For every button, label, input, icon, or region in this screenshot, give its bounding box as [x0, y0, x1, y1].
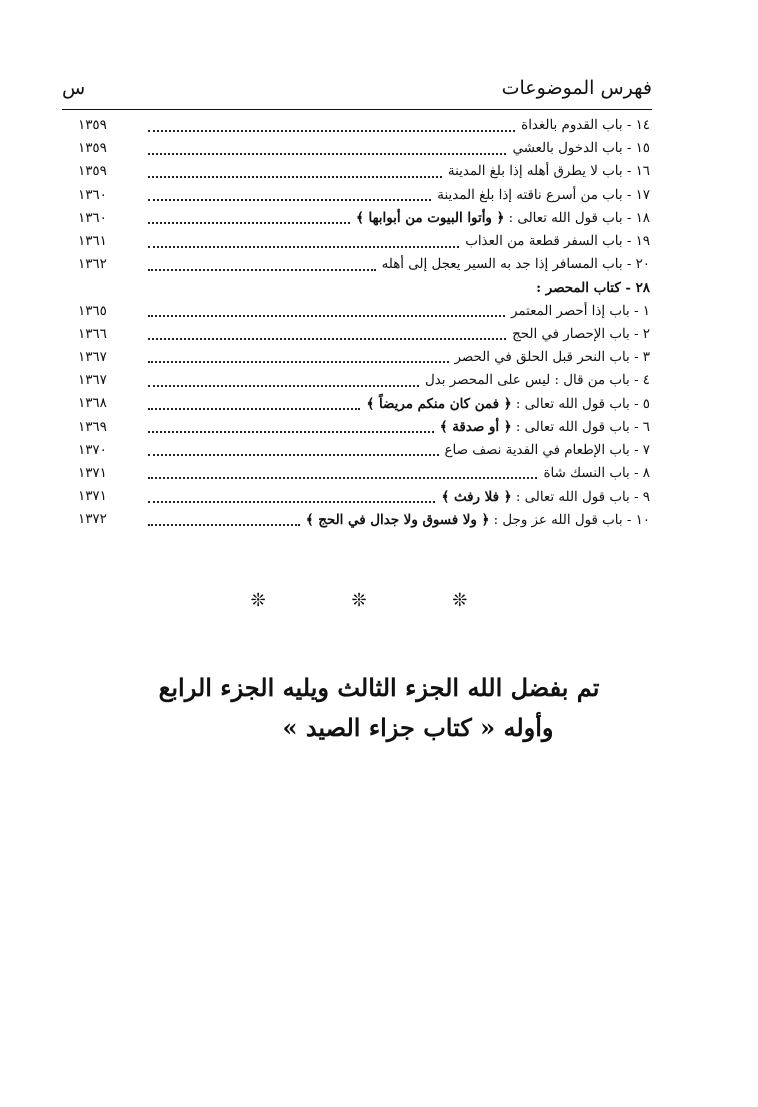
entry-label: ١٤ - باب القدوم بالغداة: [521, 118, 650, 134]
entry-label: ٤ - باب من قال : ليس على المحصر بدل: [425, 373, 650, 389]
dot-leader: [148, 153, 506, 155]
dot-leader: [148, 385, 419, 387]
colophon: [0, 668, 758, 748]
toc-entry-title: [459, 234, 650, 249]
table-of-contents: [78, 114, 650, 531]
entry-label: ٨ - باب النسك شاة: [543, 465, 650, 481]
toc-entry-title: [439, 443, 651, 458]
toc-page-number: ١٣٧١: [78, 489, 107, 505]
toc-entry-title: [350, 210, 650, 226]
toc-entry-title: [449, 350, 650, 365]
entry-label: ١٩ - باب السفر قطعة من العذاب: [465, 234, 650, 250]
toc-entry-title: [435, 489, 650, 505]
dot-leader: [148, 454, 439, 456]
toc-page-number: ١٣٦٩: [78, 419, 107, 435]
toc-entry: [78, 230, 650, 253]
dot-leader: [148, 176, 442, 178]
running-title: فهرس الموضوعات: [501, 77, 652, 99]
toc-section-heading: [78, 276, 650, 299]
toc-entry: [78, 253, 650, 276]
entry-label: ١٥ - باب الدخول بالعشي: [512, 141, 650, 157]
dot-leader: [148, 408, 360, 410]
toc-entry: [78, 462, 650, 485]
toc-entry-title: [506, 327, 650, 342]
toc-entry: [78, 508, 650, 531]
dot-leader: [148, 246, 459, 248]
toc-page-number: ١٣٦١: [78, 234, 107, 250]
toc-page-number: ١٣٦٨: [78, 396, 107, 412]
quran-quote: ﴿ ولا فسوق ولا جدال في الحج ﴾: [305, 511, 490, 528]
dot-leader: [148, 222, 350, 224]
entry-label: ٦ - باب قول الله تعالى :: [511, 420, 650, 436]
dot-leader: [148, 130, 515, 132]
dot-leader: [148, 477, 537, 479]
toc-entry: [78, 392, 650, 415]
entry-label: ١٠ - باب قول الله عز وجل :: [489, 512, 650, 528]
toc-entry: [78, 439, 650, 462]
entry-label: ١٦ - باب لا يطرق أهله إذا بلغ المدينة: [447, 164, 650, 180]
toc-entry: [78, 485, 650, 508]
dot-leader: [148, 338, 506, 340]
toc-entry-title: [515, 118, 650, 133]
toc-entry: [78, 114, 650, 137]
entry-label: ١٧ - باب من أسرع ناقته إذا بلغ المدينة: [437, 187, 650, 203]
toc-entry: [78, 207, 650, 230]
toc-page-number: ١٣٦٧: [78, 373, 107, 389]
entry-label: ٥ - باب قول الله تعالى :: [511, 396, 650, 412]
entry-label: ٢ - باب الإحصار في الحج: [512, 326, 650, 342]
toc-entry-title: [431, 188, 650, 203]
toc-entry-title: [506, 141, 650, 156]
toc-entry: [78, 346, 650, 369]
entry-label: ١ - باب إذا أحصر المعتمر: [511, 303, 650, 319]
toc-page-number: ١٣٦٢: [78, 257, 107, 273]
toc-entry-title: [300, 512, 650, 528]
toc-page-number: ١٣٧٢: [78, 512, 107, 528]
quran-quote: ﴿ فمن كان منكم مريضاً ﴾: [366, 395, 512, 412]
entry-label: ٢٨ - كتاب المحصر :: [536, 279, 650, 296]
toc-page-number: ١٣٦٦: [78, 326, 107, 342]
toc-page-number: ١٣٧٠: [78, 442, 107, 458]
colophon-line-1: تم بفضل الله الجزء الثالث ويليه الجزء الرابع: [158, 673, 600, 702]
toc-page-number: ١٣٦٠: [78, 210, 107, 226]
toc-entry-title: [530, 280, 650, 296]
dot-leader: [148, 361, 449, 363]
toc-entry-title: [442, 164, 650, 179]
page-number: س: [62, 77, 86, 99]
toc-entry-title: [537, 466, 650, 481]
quran-quote: ﴿ أو صدقة ﴾: [439, 419, 512, 436]
toc-page-number: ١٣٥٩: [78, 164, 107, 180]
toc-page-number: ١٣٧١: [78, 465, 107, 481]
toc-entry: [78, 369, 650, 392]
toc-entry-title: [434, 419, 650, 435]
header-rule: [62, 109, 652, 110]
entry-label: ٩ - باب قول الله تعالى :: [511, 489, 650, 505]
dot-leader: [148, 269, 376, 271]
toc-entry-title: [419, 373, 650, 388]
dot-leader: [148, 431, 434, 433]
toc-entry: [78, 300, 650, 323]
toc-page-number: ١٣٦٥: [78, 303, 107, 319]
dot-leader: [148, 199, 431, 201]
toc-entry: [78, 160, 650, 183]
toc-entry-title: [505, 304, 650, 319]
entry-label: ٣ - باب النحر قبل الحلق في الحصر: [454, 349, 650, 365]
entry-label: ٧ - باب الإطعام في الفدية نصف صاع: [444, 442, 650, 458]
dot-leader: [148, 315, 505, 317]
toc-entry-title: [360, 396, 650, 412]
entry-label: ٢٠ - باب المسافر إذا جد به السير يعجل إلى أهله: [381, 257, 650, 273]
toc-page-number: ١٣٥٩: [78, 118, 107, 134]
dot-leader: [148, 524, 300, 526]
toc-page-number: ١٣٦٠: [78, 187, 107, 203]
quran-quote: ﴿ فلا رفث ﴾: [441, 488, 512, 505]
quran-quote: ﴿ وأتوا البيوت من أبوابها ﴾: [356, 210, 505, 227]
toc-entry: [78, 137, 650, 160]
colophon-line-2: وأوله « كتاب جزاء الصيد »: [282, 713, 554, 742]
toc-page-number: ١٣٥٩: [78, 141, 107, 157]
page-header: [62, 74, 652, 104]
entry-label: ١٨ - باب قول الله تعالى :: [504, 211, 650, 227]
toc-page-number: ١٣٦٧: [78, 349, 107, 365]
dot-leader: [148, 501, 435, 503]
section-separator: ❊ ❊ ❊: [250, 590, 508, 611]
toc-entry: [78, 415, 650, 438]
toc-entry: [78, 184, 650, 207]
toc-entry-title: [376, 257, 650, 272]
toc-entry: [78, 323, 650, 346]
